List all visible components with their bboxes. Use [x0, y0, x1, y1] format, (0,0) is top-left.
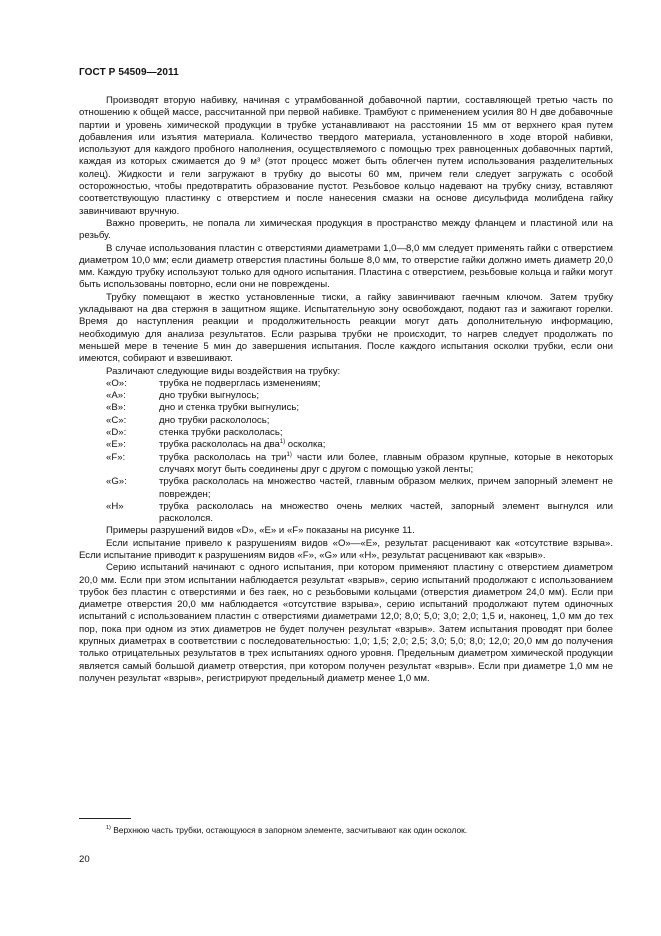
effect-code: «B»: [106, 402, 126, 414]
list-item [79, 439, 613, 451]
list-item [79, 476, 613, 501]
effect-text-part: осколка; [285, 439, 326, 451]
effect-text-part: трубка раскололась на два [159, 439, 280, 451]
list-item [79, 390, 613, 402]
paragraph: Производят вторую набивку, начиная с утрамбованной добавочной партии, составляющей третью часть по отношению к общей массе, рассчитанной при первой набивке. Трамбуют с применением усилия 80 Н две добавочные партии и уровень химической продукции в трубке устанавливают на расстоянии 15 мм от верхнего края путем добавления или изъятия материала. Количество твердого материала, установленного в ходе второй набивки, используют для каждого пробного наполнения, осуществляемого с помощью трех равноценных добавочных партий, каждая из которых сжимается до 9 м³ (этот процесс может быть облегчен путем использования разделительных колец). Жидкости и гели загружают в трубку до высоты 60 мм, причем гели следует загружать с особой осторожностью, чтобы предотвратить образование пустот. Резьбовое кольцо надевают на трубку снизу, вставляют соответствующую пластинку с отверстием и после нанесения смазки на основе дисульфида молибдена гайку завинчивают вручную. [79, 95, 613, 217]
footnote [106, 825, 467, 835]
paragraph: Серию испытаний начинают с одного испытания, при котором применяют пластину с отверстием диаметром 20,0 мм. Если при этом испытании наблюдается результат «взрыв», серию испытаний продолжают с использованием трубок без пластин с отверстиями и без гаек, но с резьбовыми кольцами (отверстия диаметром 24,0 мм). Если при диаметре отверстия 20,0 мм наблюдается «отсутствие взрыва», серию испытаний продолжают путем одиночных испытаний с использованием пластин с отверстиями диаметрами 12,0; 8,0; 5,0; 3,0; 2,0; 1,5 и, наконец, 1,0 мм до тех пор, пока при одном из этих диаметров не будет получен результат «взрыв». Затем испытания проводят при более крупных диаметрах в соответствии с последовательностью: 1,0; 1,5; 2,0; 2,5; 3,0; 5,0; 8,0; 12,0; 20,0 мм до получения только отрицательных результатов в трех испытаниях одного уровня. Предельным диаметром химической продукции является самый большой диаметр отверстия, при котором получен результат «взрыв». Если при диаметре 1,0 мм не получен результат «взрыв», регистрируют предельный диаметр менее 1,0 мм. [79, 562, 613, 684]
paragraph: Важно проверить, не попала ли химическая продукция в пространство между фланцем и пластиной или на резьбу. [79, 217, 613, 242]
effect-code: «G»: [106, 476, 127, 488]
effect-code: «A»: [106, 390, 126, 402]
effect-text: дно трубки раскололось; [159, 414, 270, 426]
footnote-divider [79, 818, 131, 819]
effects-list [79, 378, 613, 526]
list-item [79, 501, 613, 526]
effect-text-part: части или более, главным образом крупные, которые в некоторых случаях могут быть соединены друг с другом с помощью узкой ленты; [159, 451, 613, 475]
effect-text [159, 439, 613, 451]
effect-code: «F»: [106, 451, 126, 463]
document-header: ГОСТ Р 54509—2011 [79, 67, 179, 78]
footnote-text: Верхнюю часть трубки, остающуюся в запорном элементе, засчитывают как один осколок. [110, 825, 468, 835]
effect-text: трубка раскололась на множество частей, главным образом мелких, причем запорный элемент не поврежден; [159, 476, 613, 500]
effect-text: трубка не подверглась изменениям; [159, 377, 321, 389]
effect-text: стенка трубки раскололась; [159, 427, 283, 439]
effect-code: «C»: [106, 414, 127, 426]
effect-text: дно и стенка трубки выгнулись; [159, 402, 300, 414]
paragraph: Различают следующие виды воздействия на трубку: [106, 365, 341, 377]
footnote-ref: 1) [286, 451, 292, 458]
body-text [79, 95, 613, 685]
list-item [79, 402, 613, 414]
paragraph: Примеры разрушений видов «D», «E» и «F» показаны на рисунке 11. [106, 525, 415, 537]
footnote-ref: 1) [279, 439, 286, 446]
effect-text [159, 452, 613, 477]
paragraph: Если испытание привело к разрушениям видов «O»—«E», результат расценивают как «отсутствие взрыва». Если испытание приводит к разрушениям видов «F», «G» или «H», результат расценивают как «взрыв». [79, 537, 613, 561]
paragraph: Трубку помещают в жестко установленные тиски, а гайку завинчивают гаечным ключом. Затем трубку укладывают на два стержня в защитном ящике. Испытательную зону освобождают, подают газ и зажигают горелки. Время до наступления реакции и продолжительность реакции могут дать дополнительную информацию, необходимую для анализа результатов. Если разрыва трубки не происходит, то нагрев следует продолжать по меньшей мере в течение 5 мин до завершения испытания. После каждого испытания осколки трубки, если они имеются, собирают и взвешивают. [79, 291, 613, 365]
paragraph: В случае использования пластин с отверстиями диаметрами 1,0—8,0 мм следует применять гайки с отверстием диаметром 10,0 мм; если диаметр отверстия пластины больше 8,0 мм, то отверстие гайки должно иметь диаметр 20,0 мм. Каждую трубку используют только для одного испытания. Пластина с отверстием, резьбовые кольца и гайки могут быть использованы повторно, если они не повреждены. [79, 242, 613, 291]
footnote-marker: 1) [106, 825, 111, 832]
effect-code: «D»: [106, 427, 127, 439]
list-item [79, 452, 613, 477]
list-item [79, 415, 613, 427]
effect-code: «O»: [106, 377, 127, 389]
effect-text-part: трубка раскололась на три [159, 451, 287, 463]
effect-text: трубка раскололась на множество очень мелких частей, запорный элемент выгнулся или раскололся. [159, 500, 613, 525]
list-item [79, 427, 613, 439]
effect-text: дно трубки выгнулось; [159, 390, 260, 402]
list-item [79, 378, 613, 390]
effect-code: «E»: [106, 439, 126, 451]
effect-code: «H» [106, 500, 124, 512]
page-number: 20 [79, 854, 90, 865]
